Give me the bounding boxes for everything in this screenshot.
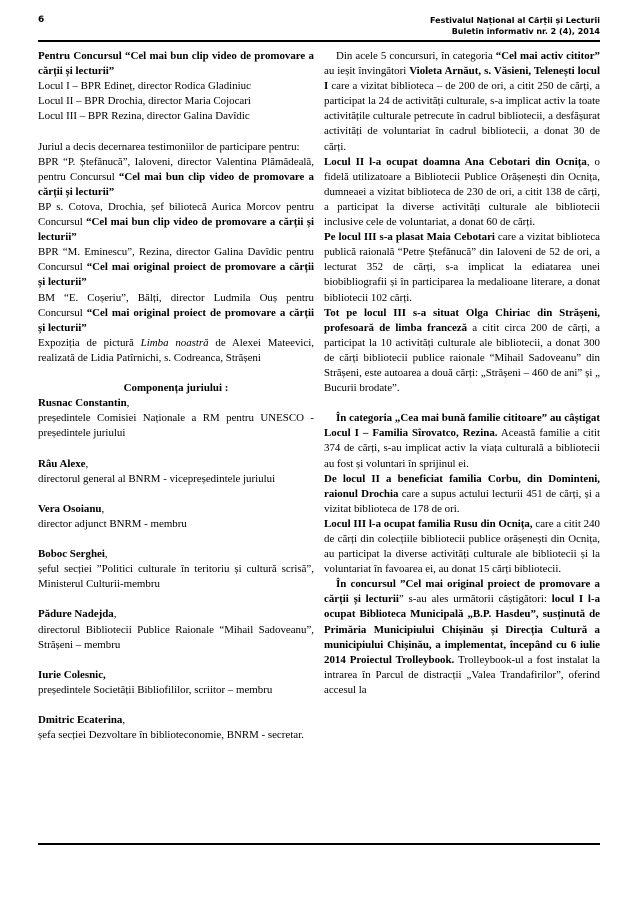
paragraph — [38, 200, 314, 245]
paragraph — [38, 396, 314, 411]
bold-text-run: Locul III l-a ocupat familia Rusu din Ocnița, — [324, 517, 533, 530]
bold-text-run: “Cel mai activ cititor” — [495, 50, 600, 62]
paragraph — [38, 502, 314, 517]
paragraph-spacer — [38, 592, 314, 607]
paragraph-spacer — [38, 441, 314, 456]
text-run: BM “E. Coșeriu”, Bălți, director Ludmila Ouș pentru Concursul — [38, 291, 314, 319]
bold-text-run: Violeta Arnăut, s. Văsieni, Telenești locul I — [324, 65, 600, 93]
paragraph — [38, 245, 314, 290]
bold-text-run: Pădure Nadejda — [38, 608, 114, 621]
text-run: care a vizitat biblioteca – de 200 de ori, a citit 250 de cărți, a participat la 24 de activități culturale, s-a implicat activ la toate activitățile culturale petrecute în cadrul bibliotecii, a desfășurat activități de voluntariat în cadrul bibliotecii, a donat 30 de cărți. — [324, 80, 600, 153]
paragraph — [324, 49, 600, 155]
text-run: șefa secției Dezvoltare în biblioteconomie, BNRM - secretar. — [38, 729, 304, 742]
text-run: care a vizitat biblioteca publică raională “Petre Ștefănucă” din Ialoveni de 52 de ori, a lecturat 352 de cărți, s-a implicat la ediatarea unei biobibliografii și în participarea la medalioane literare, a donat bibliotecii 102 cărți. — [324, 231, 600, 304]
text-run: , — [104, 548, 108, 561]
paragraph — [324, 155, 600, 230]
paragraph — [38, 155, 314, 200]
paragraph — [38, 547, 314, 562]
paragraph — [324, 472, 600, 517]
paragraph — [38, 668, 314, 683]
text-run: ” s-au ales următorii câștigători: — [398, 593, 552, 606]
paragraph — [38, 517, 314, 532]
paragraph — [38, 411, 314, 441]
paragraph — [38, 472, 314, 487]
text-run: Juriul a decis decernarea testimoniilor de participare pentru: — [38, 140, 300, 153]
bold-text-run: “Cel mai bun clip video de promovare a cărții și lecturii” — [38, 170, 314, 198]
paragraph — [38, 728, 314, 743]
bold-text-run: Tot pe locul III s-a situat Olga Chiriac din Strășeni, profesoară de limba franceză — [324, 306, 600, 334]
text-run: care a citit 240 de cărți din colecțiile bibliotecii publice orășenești din Ocnița, au participat la diverse activități culturale ale bibliotecii și la voluntariat în favoarea ei, au donat 15 cărți bibliotecii. — [324, 517, 600, 576]
text-run: directorul general al BNRM - vicepreședintele juriului — [38, 472, 276, 485]
paragraph-spacer — [38, 532, 314, 547]
italic-text-run: Limba noastră — [140, 336, 209, 349]
paragraph — [38, 607, 314, 622]
paragraph — [38, 94, 314, 109]
bold-text-run: Dmitric Ecaterina — [38, 714, 123, 727]
text-run: Trolleybook-ul a fost instalat la intrarea în Parcul de distracții „Valea Trandafirilor”, oferind accesul la — [324, 653, 601, 696]
bold-text-run: De locul II a beneficiat familia Corbu, din Dominteni, raionul Drochia — [324, 472, 600, 500]
text-run: directorul Bibliotecii Publice Raionale “Mihail Sadoveanu”, Strășeni – membru — [38, 623, 314, 651]
paragraph — [38, 291, 314, 336]
paragraph — [38, 140, 314, 155]
bold-text-run: Pe locul III s-a plasat Maia Cebotari — [324, 231, 495, 244]
bold-text-run: În concursul ”Cel mai original proiect de promovare a cărții și lecturii — [324, 578, 600, 606]
publication-header — [430, 15, 600, 37]
text-run: de Alexei Mateevici, realizată de Lidia Patîrnichi, s. Codreanca, Strășeni — [38, 336, 314, 364]
paragraph-spacer — [38, 124, 314, 139]
text-run: BPR “P. Ștefănucă”, Ialoveni, director Valentina Plămădeală, pentru Concursul — [38, 155, 314, 183]
paragraph — [38, 49, 314, 79]
paragraph — [38, 623, 314, 653]
paragraph — [38, 457, 314, 472]
bold-text-run: Boboc Serghei — [38, 548, 105, 561]
paragraph — [324, 306, 600, 397]
text-run: , — [126, 397, 130, 410]
header-rule — [38, 40, 600, 42]
text-run: BP s. Cotova, Drochia, șef biliotecă Aurica Morcov pentru Concursul — [38, 200, 314, 229]
paragraph-spacer — [38, 487, 314, 502]
text-run: director adjunct BNRM - membru — [38, 517, 187, 530]
right-column — [324, 49, 600, 698]
paragraph — [38, 683, 314, 698]
paragraph-spacer — [38, 366, 314, 381]
bold-text-run: “Cel mai bun clip video de promovare a cărții și lecturii” — [38, 216, 314, 244]
paragraph-spacer — [324, 396, 600, 411]
bold-text-run: Râu Alexe — [38, 457, 86, 470]
paragraph — [324, 411, 600, 471]
bold-text-run: Vera Osoianu — [38, 502, 102, 515]
bold-text-run: Locul II l-a ocupat doamna Ana Cebotari din Ocnița — [324, 155, 587, 168]
text-run: Locul III – BPR Rezina, director Galina Davîdic — [38, 110, 250, 123]
publication-title: Festivalul Național al Cărții și Lecturii — [430, 16, 600, 25]
text-run: Această familie a citit 374 de cărți, s-au implicat activ la viața culturală a bibliotecii au fost și voluntari în sprijinul ei. — [324, 427, 600, 470]
text-run: șeful secției ”Politici culturale în teritoriu și cultură scrisă”, Ministerul Culturii-membru — [38, 563, 314, 591]
bold-text-run: Pentru Concursul “Cel mai bun clip video de promovare a cărții și lecturii” — [38, 50, 314, 78]
text-run: Expoziția de pictură — [38, 336, 141, 349]
text-run: președintele Comisiei Naționale a RM pentru UNESCO - președintele juriului — [38, 412, 314, 440]
paragraph — [38, 79, 314, 94]
text-run: , — [122, 714, 126, 727]
paragraph — [324, 577, 600, 698]
bulletin-issue: Buletin informativ nr. 2 (4), 2014 — [451, 27, 600, 36]
text-run: Locul II – BPR Drochia, director Maria Cojocari — [38, 95, 251, 108]
text-run: Din acele 5 concursuri, în categoria — [336, 50, 496, 62]
bold-text-run: În categoria „Cea mai bună familie cititoare” au câștigat Locul I – Familia Sîrovatco, Rezina. — [324, 412, 600, 440]
paragraph — [38, 713, 314, 728]
text-run: Locul I – BPR Edineț, director Rodica Gladiniuc — [38, 80, 251, 93]
paragraph — [324, 230, 600, 305]
text-run: , o fidelă utilizatoare a Bibliotecii Publice Orășenești din Ocnița, dumneaei a vizitat biblioteca de 230 de ori, a citit 138 de cărți, a participat la diverse activități culturale ale bibliotecii inclusive cele de voluntariat, a donat 60 de cărți. — [324, 155, 600, 229]
paragraph — [38, 381, 314, 396]
paragraph — [38, 336, 314, 366]
bold-text-run: Rusnac Constantin — [38, 397, 127, 410]
left-column — [38, 49, 314, 743]
text-run: care a supus actului lecturii 451 de cărți, și a vizitat biblioteca de 178 de ori. — [324, 487, 600, 515]
text-run: a citit circa 200 de cărți, a participat la 10 activități culturale ale bibliotecii, a donat 300 de cărți bibliotecii publice raionale “Mihail Sadoveanu” din Strășeni, este autoarea a două cărți: „Strășeni – 460 de ani” și „ Bucurii brodate”. — [324, 321, 600, 395]
paragraph — [324, 517, 600, 577]
paragraph — [38, 109, 314, 124]
text-run: au ieșit învingători — [324, 65, 410, 78]
paragraph — [38, 562, 314, 592]
text-run: , — [85, 457, 89, 470]
text-run: , — [101, 502, 105, 515]
text-run: , — [113, 608, 117, 621]
page-number: 6 — [38, 15, 45, 25]
bold-text-run: Componența juriului : — [123, 382, 229, 395]
text-run: BPR “M. Eminescu”, Rezina, director Galina Davîdic pentru Concursul — [38, 246, 314, 274]
paragraph-spacer — [38, 698, 314, 713]
bold-text-run: “Cel mai original proiect de promovare a cărții și lecturii” — [38, 261, 314, 289]
bold-text-run: “Cel mai original proiect de promovare a cărții și lecturii” — [38, 306, 314, 334]
paragraph-spacer — [38, 653, 314, 668]
text-run: președintele Societății Bibliofililor, scriitor – membru — [38, 683, 273, 696]
bold-text-run: locul I l-a ocupat Biblioteca Municipală „B.P. Hasdeu”, susținută de Primăria Municipiului Chișinău și Direcția Cultură a municipiului Chișinău, a implementat, începând cu 6 iulie 2014 Proiectul Trolleybook. — [324, 593, 601, 666]
bold-text-run: Iurie Colesnic, — [38, 668, 106, 681]
footer-rule — [38, 843, 600, 845]
